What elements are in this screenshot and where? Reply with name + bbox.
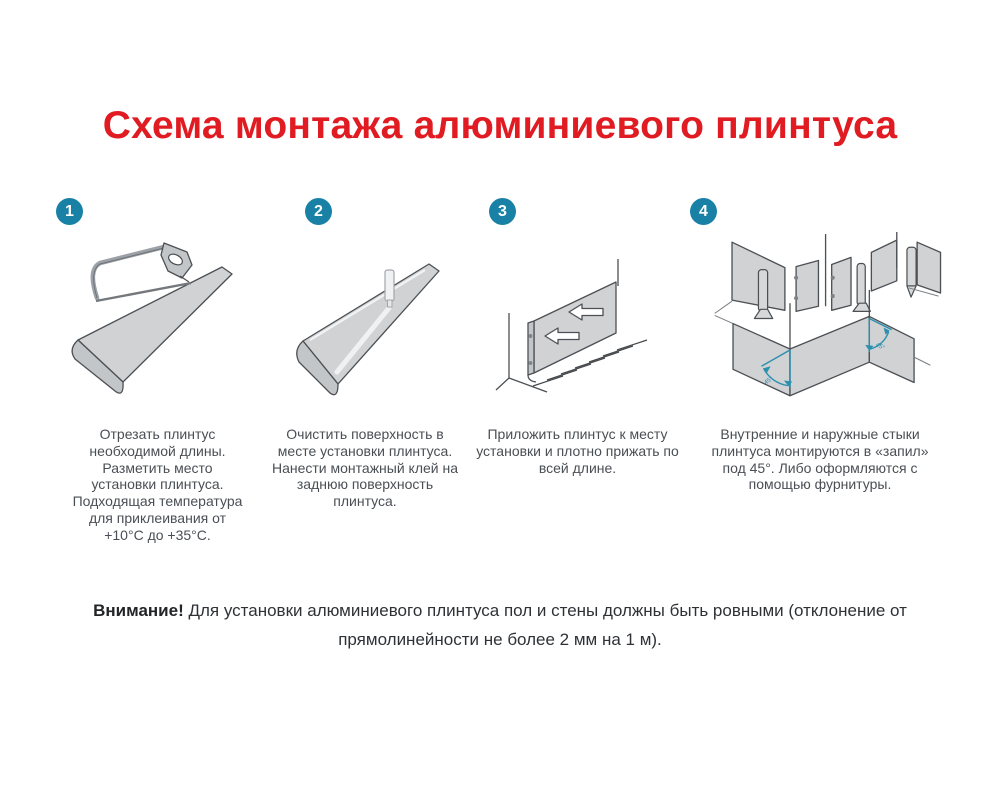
plinth-panel-back <box>296 264 438 395</box>
page-title: Схема монтажа алюминиевого плинтуса <box>102 104 898 147</box>
step-4-caption: Внутренние и наружные стыки плинтуса монтируются в «запил» под 45°. Либо оформляются с помощью фурнитуры. <box>711 426 929 493</box>
corner-fitting-post <box>853 264 870 312</box>
warning-text: Для установки алюминиевого плинтуса пол и стены должны быть ровными (отклонение от прямолинейности не более 2 мм на 1 м). <box>188 600 907 649</box>
step-3-number: 3 <box>498 202 507 220</box>
warning-note <box>78 596 923 654</box>
step-3-illustration <box>465 230 690 412</box>
step-1-number: 1 <box>65 202 74 220</box>
angle-45-label: 45° <box>762 375 774 387</box>
angle-45-label: 45° <box>874 341 886 352</box>
step-2 <box>265 198 465 544</box>
step-1-caption: Отрезать плинтус необходимой длины. Разметить место установки плинтуса. Подходящая температура для приклеивания от +10°С до +35°С. <box>72 426 243 543</box>
glue-application-icon <box>273 235 458 407</box>
steps-row <box>0 198 1000 544</box>
hacksaw-cutting-plinth-icon <box>58 236 258 406</box>
step-1 <box>50 198 265 544</box>
step-3-badge <box>489 198 516 225</box>
step-1-badge <box>56 198 83 225</box>
corner-joints-icon <box>698 232 943 410</box>
step-3-caption: Приложить плинтус к месту установки и плотно прижать по всей длине. <box>476 426 679 476</box>
step-4-badge <box>690 198 717 225</box>
warning-label: Внимание! <box>93 600 184 620</box>
step-2-number: 2 <box>314 202 323 220</box>
fitting-joints-drawing <box>714 232 940 318</box>
step-4-number: 4 <box>699 202 708 220</box>
step-4-illustration <box>690 230 950 412</box>
step-2-caption: Очистить поверхность в месте установки плинтуса. Нанести монтажный клей на заднюю поверхность плинтуса. <box>271 426 459 510</box>
glue-tube-icon <box>385 270 394 307</box>
mitre-corners-drawing <box>714 290 930 396</box>
step-3 <box>465 198 690 544</box>
press-to-wall-icon <box>483 245 673 397</box>
step-2-badge <box>305 198 332 225</box>
step-1-illustration <box>50 230 265 412</box>
step-2-illustration <box>265 230 465 412</box>
step-4 <box>690 198 950 544</box>
